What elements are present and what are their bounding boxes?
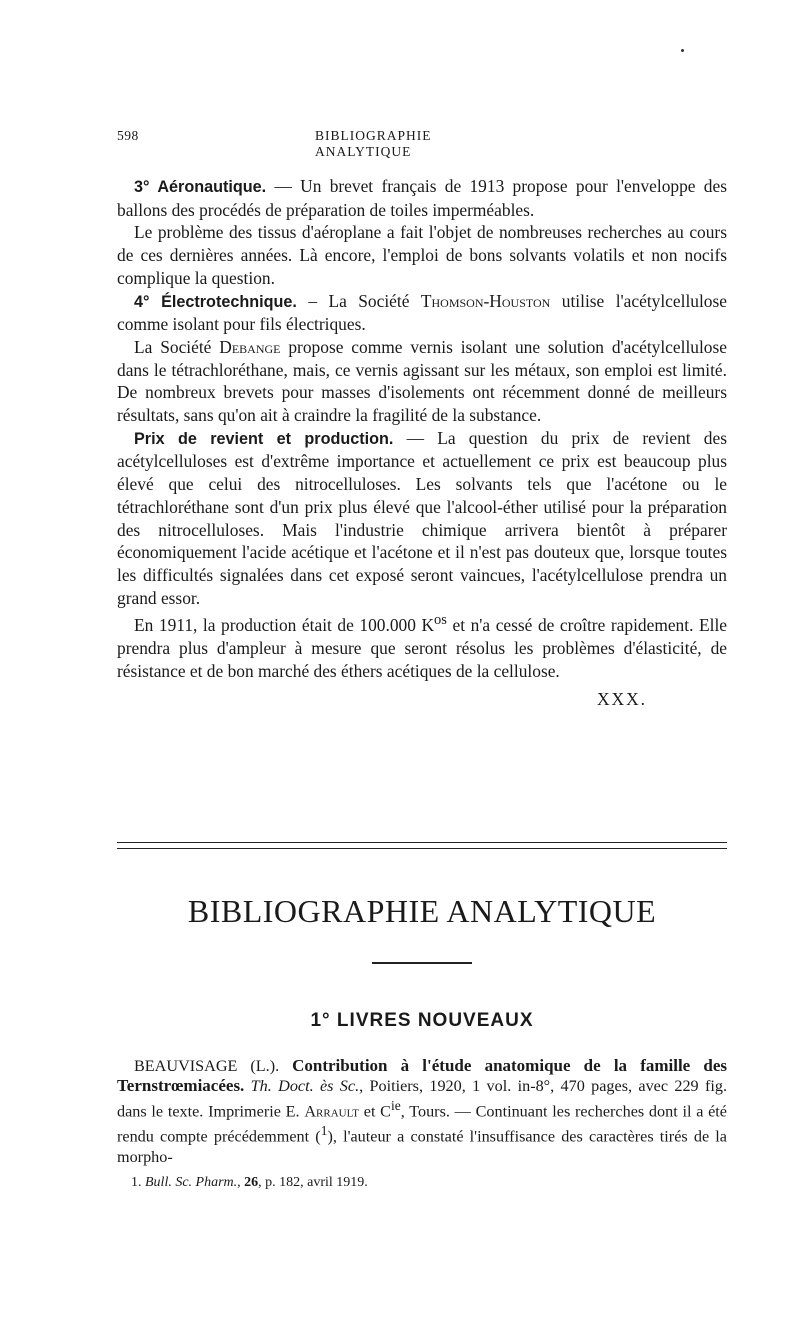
running-title: BIBLIOGRAPHIE ANALYTIQUE xyxy=(315,128,432,159)
cie-superscript: ie xyxy=(390,1098,401,1113)
divider-rule xyxy=(117,848,727,849)
footnote-number: 1. xyxy=(131,1175,142,1190)
paragraph-text: En 1911, la production était de 100.000 K xyxy=(134,615,435,636)
page-header xyxy=(117,128,530,159)
paragraph-label: 4° Électrotechnique. xyxy=(134,292,297,311)
title-rule xyxy=(372,962,472,964)
page-speck xyxy=(681,49,684,52)
footnote-volume: 26 xyxy=(244,1175,259,1190)
footnote: 1. Bull. Sc. Pharm., 26, p. 182, avril 1919. xyxy=(131,1175,368,1190)
entry-details: et C xyxy=(359,1102,391,1121)
bibliography-entry xyxy=(117,1056,727,1167)
entry-author: BEAUVISAGE (L.). xyxy=(134,1057,280,1075)
footnote-rest: , p. 182, avril 1919. xyxy=(258,1175,368,1190)
paragraph-aeronautique xyxy=(117,175,727,221)
paragraph-text: — Un brevet français de 1913 propose pour l'enveloppe des ballons des procédés de préparation de toiles imperméables. xyxy=(117,176,727,220)
entry-details: , Tours. — Continuant les recherches dont il a été rendu compte précédemment ( xyxy=(117,1102,727,1146)
footnote-reference: 1 xyxy=(320,1123,328,1139)
entry-thesis: Th. Doct. ès Sc. xyxy=(250,1077,360,1095)
paragraph-text: Le problème des tissus d'aéroplane a fait l'objet de nombreuses recherches au cours de ces dernières années. Là encore, l'emploi de bons solvants volatils et non nocifs complique la question. xyxy=(117,222,727,288)
section-title: BIBLIOGRAPHIE ANALYTIQUE xyxy=(187,893,657,929)
paragraph-label: 3° Aéronautique. xyxy=(134,178,267,196)
company-name: Thomson-Houston xyxy=(420,290,551,311)
entry-details: , Poitiers, 1920, 1 vol. in-8°, 470 pages, avec 229 fig. dans le texte. Imprimerie E. xyxy=(117,1077,728,1121)
paragraph-production xyxy=(117,609,727,682)
paragraph-text: propose comme vernis isolant une solution d'acétylcellulose dans le tétrachloréthane, mais, ce vernis agissant sur les métaux, son emploi est limité. De nombreux brevets pour masses d'isolements ont récemment donné de meilleurs résultats, sans qu'on ait à craindre la fragilité de la substance. xyxy=(117,336,727,426)
paragraph-label: Prix de revient et production. xyxy=(134,429,394,448)
article-body xyxy=(117,175,727,711)
paragraph-debange xyxy=(117,336,727,427)
unit-superscript: os xyxy=(434,612,447,629)
subsection-title: 1° LIVRES NOUVEAUX xyxy=(310,1010,534,1031)
paragraph-text: — La question du prix de revient des acétylcelluloses est d'extrême importance et actuellement ce prix est beaucoup plus élevé que celui des nitrocelluloses. Les solvants tels que l'acétone ou le tétrachloréthane sont d'un prix plus élevé que l'alcool-éther utilisé pour la préparation des nitrocelluloses. Mais l'industrie chimique arrivera bientôt à préparer économiquement l'acide acétique et l'acétone et il n'est pas douteux que, lorsque toutes les difficultés signalées dans cet exposé seront vaincues, l'acétylcellulose prendra un grand essor. xyxy=(117,427,727,608)
signature: XXX. xyxy=(596,689,647,710)
paragraph-text: La Société xyxy=(134,336,220,357)
paragraph-text: – La Société xyxy=(296,290,421,311)
entry-details: ), l'auteur a constaté l'insuffisance des caractères tirés de la morpho- xyxy=(117,1127,727,1166)
entry-title: Contribution à l'étude anatomique de la famille des Ternstrœmiacées. xyxy=(117,1056,727,1095)
printer-name: Arrault xyxy=(304,1102,360,1121)
page-number: 598 xyxy=(117,128,139,143)
company-name: Debange xyxy=(219,336,281,357)
paragraph-tissus xyxy=(117,221,727,289)
paragraph-text: utilise l'acétylcellulose comme isolant pour fils électriques. xyxy=(117,290,727,335)
paragraph-prix-de-revient xyxy=(117,427,727,610)
footnote-journal: Bull. Sc. Pharm. xyxy=(145,1175,238,1190)
divider-rule xyxy=(117,842,727,843)
paragraph-electrotechnique xyxy=(117,290,727,336)
paragraph-text: et n'a cessé de croître rapidement. Elle prendra plus d'ampleur à mesure que seront résolus les problèmes d'élasticité, de résistance et de bon marché des éthers acétiques de la cellulose. xyxy=(117,615,727,681)
